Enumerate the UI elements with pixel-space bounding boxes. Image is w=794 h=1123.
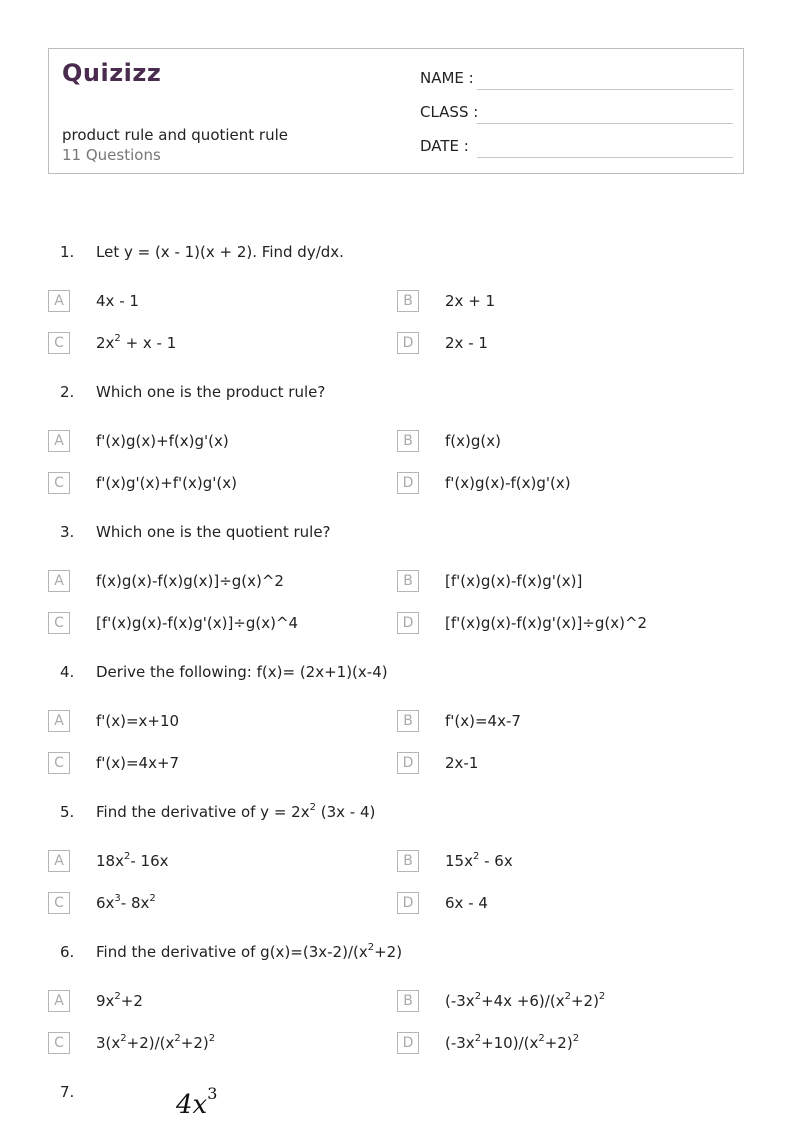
question-count: 11 Questions: [62, 146, 161, 164]
option-c-text: [f'(x)g(x)-f(x)g'(x)]÷g(x)^4: [96, 614, 299, 632]
question-number: 1.: [60, 243, 75, 261]
option-a-box[interactable]: A: [48, 990, 70, 1012]
question-number: 2.: [60, 383, 75, 401]
option-d-text: 6x - 4: [445, 894, 488, 912]
date-line[interactable]: [477, 157, 733, 158]
option-b-box[interactable]: B: [397, 570, 419, 592]
option-c-box[interactable]: C: [48, 472, 70, 494]
option-b-text: [f'(x)g(x)-f(x)g'(x)]: [445, 572, 583, 590]
option-a-box[interactable]: A: [48, 430, 70, 452]
question-text: Which one is the quotient rule?: [96, 523, 331, 541]
option-d-box[interactable]: D: [397, 1032, 419, 1054]
question-number: 5.: [60, 803, 75, 821]
name-label: NAME :: [420, 69, 474, 87]
option-b-text: $15x^2 - 6x$: [445, 851, 513, 870]
option-d-box[interactable]: D: [397, 612, 419, 634]
option-d-text: 2x-1: [445, 754, 479, 772]
option-c-box[interactable]: C: [48, 752, 70, 774]
option-a-box[interactable]: A: [48, 290, 70, 312]
question-text: Find the derivative of $g(x)=(3x-2)/(x^2+2)$: [96, 942, 403, 961]
question-number: 3.: [60, 523, 75, 541]
option-c-text: $6x^3-$ $8x^2$: [96, 893, 156, 912]
option-d-box[interactable]: D: [397, 472, 419, 494]
class-line[interactable]: [477, 123, 733, 124]
option-a-text: f'(x)g(x)+f(x)g'(x): [96, 432, 229, 450]
option-c-text: $3(x^2+2)/(x^2+2)^2$: [96, 1033, 216, 1052]
option-a-text: f(x)g(x)-f(x)g(x)]÷g(x)^2: [96, 572, 284, 590]
option-d-box[interactable]: D: [397, 332, 419, 354]
date-label: DATE :: [420, 137, 469, 155]
question-number: 4.: [60, 663, 75, 681]
option-b-box[interactable]: B: [397, 850, 419, 872]
question-number: 7.: [60, 1083, 75, 1101]
option-c-text: f'(x)g'(x)+f'(x)g'(x): [96, 474, 237, 492]
option-c-box[interactable]: C: [48, 612, 70, 634]
option-a-box[interactable]: A: [48, 850, 70, 872]
quizizz-logo: Quizizz: [62, 59, 162, 87]
option-a-text: $18x^2-$ 16x: [96, 851, 169, 870]
question-text: Let y = (x - 1)(x + 2). Find dy/dx.: [96, 243, 344, 261]
option-d-text: f'(x)g(x)-f(x)g'(x): [445, 474, 571, 492]
worksheet-title: product rule and quotient rule: [62, 126, 288, 144]
option-d-text: 2x - 1: [445, 334, 488, 352]
class-label: CLASS :: [420, 103, 479, 121]
option-a-box[interactable]: A: [48, 710, 70, 732]
option-d-box[interactable]: D: [397, 752, 419, 774]
option-a-text: $9x^2+2$: [96, 991, 143, 1010]
option-b-box[interactable]: B: [397, 290, 419, 312]
option-b-box[interactable]: B: [397, 710, 419, 732]
option-a-box[interactable]: A: [48, 570, 70, 592]
option-c-box[interactable]: C: [48, 892, 70, 914]
worksheet-header: [48, 48, 744, 174]
question-text: Which one is the product rule?: [96, 383, 326, 401]
option-b-text: 2x + 1: [445, 292, 496, 310]
math-expression: $4x^3$: [176, 1084, 218, 1120]
option-d-box[interactable]: D: [397, 892, 419, 914]
option-c-text: f'(x)=4x+7: [96, 754, 180, 772]
option-d-text: $(-3x^2+10)/(x^2+2)^2$: [445, 1033, 580, 1052]
option-b-text: f(x)g(x): [445, 432, 501, 450]
option-a-text: 4x - 1: [96, 292, 139, 310]
question-text: Find the derivative of $y = 2x^2$ (3x - 4): [96, 802, 376, 821]
option-d-text: [f'(x)g(x)-f(x)g'(x)]÷g(x)^2: [445, 614, 648, 632]
option-c-box[interactable]: C: [48, 1032, 70, 1054]
option-b-box[interactable]: B: [397, 990, 419, 1012]
option-a-text: f'(x)=x+10: [96, 712, 180, 730]
option-b-text: $(-3x^2+4x +6)/(x^2+2)^2$: [445, 991, 606, 1010]
question-number: 6.: [60, 943, 75, 961]
option-b-box[interactable]: B: [397, 430, 419, 452]
name-line[interactable]: [477, 89, 733, 90]
option-b-text: f'(x)=4x-7: [445, 712, 521, 730]
option-c-text: $2x^2 + x - 1$: [96, 333, 177, 352]
question-text: Derive the following: f(x)= (2x+1)(x-4): [96, 663, 388, 681]
option-c-box[interactable]: C: [48, 332, 70, 354]
